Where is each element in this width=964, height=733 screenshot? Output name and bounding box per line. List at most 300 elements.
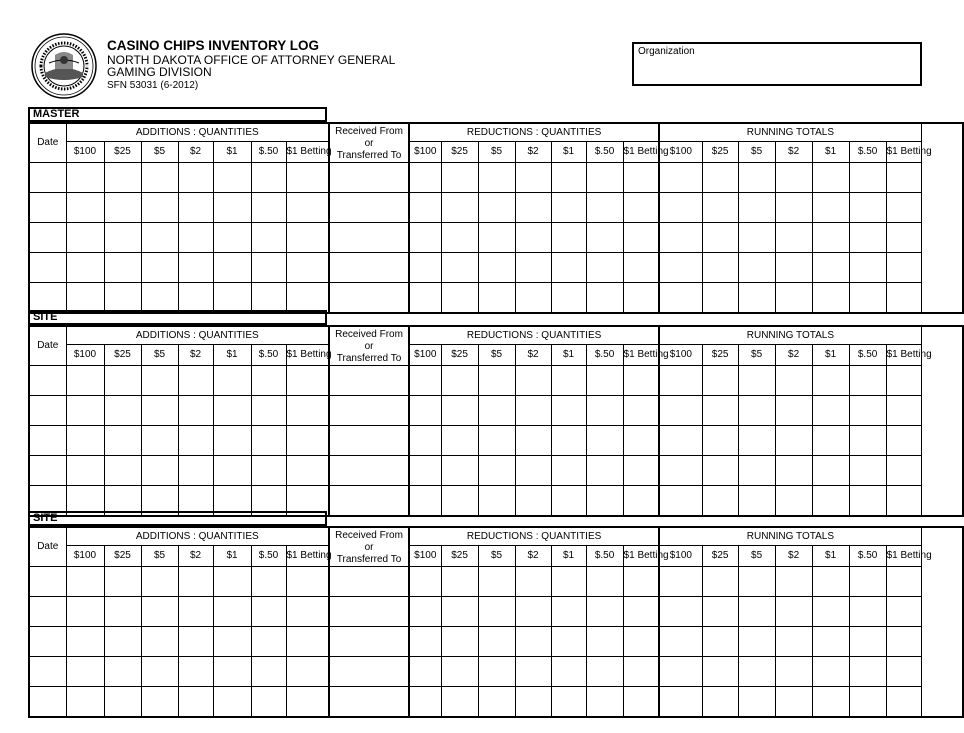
running-total-cell[interactable] (702, 223, 738, 253)
running-total-cell[interactable] (659, 657, 702, 687)
reductions-cell[interactable] (441, 283, 478, 314)
reductions-cell[interactable] (441, 223, 478, 253)
additions-cell[interactable] (213, 283, 251, 314)
reductions-cell[interactable] (409, 283, 441, 314)
reductions-cell[interactable] (551, 456, 586, 486)
received-transferred-cell[interactable] (329, 426, 409, 456)
reductions-cell[interactable] (441, 597, 478, 627)
additions-cell[interactable] (213, 163, 251, 193)
received-transferred-cell[interactable] (329, 486, 409, 517)
running-total-cell[interactable] (702, 396, 738, 426)
running-total-cell[interactable] (738, 396, 775, 426)
reductions-cell[interactable] (441, 396, 478, 426)
reductions-cell[interactable] (551, 426, 586, 456)
reductions-cell[interactable] (409, 597, 441, 627)
additions-cell[interactable] (286, 687, 329, 718)
additions-cell[interactable] (104, 687, 141, 718)
running-total-cell[interactable] (659, 426, 702, 456)
running-total-cell[interactable] (849, 396, 886, 426)
received-transferred-cell[interactable] (329, 163, 409, 193)
reductions-cell[interactable] (515, 687, 551, 718)
reductions-cell[interactable] (623, 366, 659, 396)
running-total-cell[interactable] (702, 283, 738, 314)
date-cell[interactable] (29, 193, 66, 223)
running-total-cell[interactable] (738, 657, 775, 687)
running-total-cell[interactable] (886, 456, 921, 486)
additions-cell[interactable] (104, 567, 141, 597)
additions-cell[interactable] (141, 163, 178, 193)
date-cell[interactable] (29, 396, 66, 426)
reductions-cell[interactable] (623, 283, 659, 314)
running-total-cell[interactable] (775, 163, 812, 193)
running-total-cell[interactable] (738, 426, 775, 456)
additions-cell[interactable] (251, 597, 286, 627)
running-total-cell[interactable] (738, 687, 775, 718)
running-total-cell[interactable] (775, 486, 812, 517)
running-total-cell[interactable] (886, 567, 921, 597)
reductions-cell[interactable] (441, 567, 478, 597)
reductions-cell[interactable] (478, 283, 515, 314)
reductions-cell[interactable] (551, 687, 586, 718)
running-total-cell[interactable] (886, 283, 921, 314)
running-total-cell[interactable] (702, 567, 738, 597)
running-total-cell[interactable] (702, 657, 738, 687)
running-total-cell[interactable] (849, 687, 886, 718)
additions-cell[interactable] (251, 193, 286, 223)
reductions-cell[interactable] (586, 657, 623, 687)
reductions-cell[interactable] (586, 687, 623, 718)
running-total-cell[interactable] (886, 223, 921, 253)
running-total-cell[interactable] (659, 253, 702, 283)
running-total-cell[interactable] (849, 366, 886, 396)
additions-cell[interactable] (178, 426, 213, 456)
reductions-cell[interactable] (551, 486, 586, 517)
received-transferred-cell[interactable] (329, 366, 409, 396)
reductions-cell[interactable] (478, 456, 515, 486)
additions-cell[interactable] (141, 366, 178, 396)
running-total-cell[interactable] (659, 163, 702, 193)
reductions-cell[interactable] (409, 396, 441, 426)
reductions-cell[interactable] (441, 627, 478, 657)
additions-cell[interactable] (213, 597, 251, 627)
reductions-cell[interactable] (623, 657, 659, 687)
running-total-cell[interactable] (659, 396, 702, 426)
reductions-cell[interactable] (478, 486, 515, 517)
reductions-cell[interactable] (623, 456, 659, 486)
additions-cell[interactable] (66, 687, 104, 718)
reductions-cell[interactable] (551, 253, 586, 283)
reductions-cell[interactable] (478, 567, 515, 597)
running-total-cell[interactable] (812, 456, 849, 486)
reductions-cell[interactable] (623, 627, 659, 657)
reductions-cell[interactable] (586, 193, 623, 223)
reductions-cell[interactable] (409, 486, 441, 517)
reductions-cell[interactable] (441, 687, 478, 718)
date-cell[interactable] (29, 366, 66, 396)
additions-cell[interactable] (286, 396, 329, 426)
additions-cell[interactable] (178, 627, 213, 657)
running-total-cell[interactable] (775, 426, 812, 456)
reductions-cell[interactable] (551, 627, 586, 657)
additions-cell[interactable] (178, 396, 213, 426)
reductions-cell[interactable] (441, 657, 478, 687)
additions-cell[interactable] (251, 396, 286, 426)
running-total-cell[interactable] (738, 567, 775, 597)
running-total-cell[interactable] (886, 486, 921, 517)
additions-cell[interactable] (178, 253, 213, 283)
additions-cell[interactable] (178, 163, 213, 193)
additions-cell[interactable] (286, 597, 329, 627)
received-transferred-cell[interactable] (329, 456, 409, 486)
reductions-cell[interactable] (409, 163, 441, 193)
date-cell[interactable] (29, 283, 66, 314)
reductions-cell[interactable] (586, 627, 623, 657)
running-total-cell[interactable] (702, 597, 738, 627)
additions-cell[interactable] (104, 456, 141, 486)
additions-cell[interactable] (141, 426, 178, 456)
additions-cell[interactable] (104, 657, 141, 687)
additions-cell[interactable] (178, 283, 213, 314)
additions-cell[interactable] (251, 223, 286, 253)
additions-cell[interactable] (251, 657, 286, 687)
reductions-cell[interactable] (441, 163, 478, 193)
reductions-cell[interactable] (623, 223, 659, 253)
running-total-cell[interactable] (738, 253, 775, 283)
running-total-cell[interactable] (849, 163, 886, 193)
running-total-cell[interactable] (849, 253, 886, 283)
reductions-cell[interactable] (515, 627, 551, 657)
running-total-cell[interactable] (886, 193, 921, 223)
additions-cell[interactable] (141, 456, 178, 486)
reductions-cell[interactable] (478, 597, 515, 627)
received-transferred-cell[interactable] (329, 253, 409, 283)
additions-cell[interactable] (178, 687, 213, 718)
additions-cell[interactable] (213, 396, 251, 426)
additions-cell[interactable] (251, 163, 286, 193)
reductions-cell[interactable] (515, 193, 551, 223)
running-total-cell[interactable] (775, 223, 812, 253)
additions-cell[interactable] (141, 223, 178, 253)
running-total-cell[interactable] (849, 223, 886, 253)
running-total-cell[interactable] (738, 163, 775, 193)
additions-cell[interactable] (141, 627, 178, 657)
received-transferred-cell[interactable] (329, 627, 409, 657)
received-transferred-cell[interactable] (329, 687, 409, 718)
additions-cell[interactable] (251, 253, 286, 283)
running-total-cell[interactable] (659, 366, 702, 396)
reductions-cell[interactable] (586, 567, 623, 597)
reductions-cell[interactable] (478, 426, 515, 456)
reductions-cell[interactable] (623, 687, 659, 718)
running-total-cell[interactable] (702, 456, 738, 486)
reductions-cell[interactable] (515, 366, 551, 396)
running-total-cell[interactable] (738, 283, 775, 314)
reductions-cell[interactable] (478, 396, 515, 426)
additions-cell[interactable] (104, 597, 141, 627)
reductions-cell[interactable] (441, 426, 478, 456)
running-total-cell[interactable] (659, 687, 702, 718)
reductions-cell[interactable] (586, 366, 623, 396)
additions-cell[interactable] (66, 253, 104, 283)
additions-cell[interactable] (251, 366, 286, 396)
additions-cell[interactable] (213, 223, 251, 253)
running-total-cell[interactable] (812, 396, 849, 426)
running-total-cell[interactable] (702, 366, 738, 396)
reductions-cell[interactable] (623, 396, 659, 426)
date-cell[interactable] (29, 426, 66, 456)
running-total-cell[interactable] (775, 396, 812, 426)
running-total-cell[interactable] (812, 627, 849, 657)
reductions-cell[interactable] (623, 597, 659, 627)
running-total-cell[interactable] (775, 627, 812, 657)
running-total-cell[interactable] (702, 253, 738, 283)
additions-cell[interactable] (141, 253, 178, 283)
additions-cell[interactable] (66, 426, 104, 456)
date-cell[interactable] (29, 223, 66, 253)
running-total-cell[interactable] (812, 223, 849, 253)
additions-cell[interactable] (213, 366, 251, 396)
additions-cell[interactable] (178, 366, 213, 396)
running-total-cell[interactable] (659, 456, 702, 486)
additions-cell[interactable] (213, 657, 251, 687)
additions-cell[interactable] (251, 456, 286, 486)
running-total-cell[interactable] (775, 687, 812, 718)
additions-cell[interactable] (178, 597, 213, 627)
additions-cell[interactable] (286, 426, 329, 456)
additions-cell[interactable] (104, 223, 141, 253)
reductions-cell[interactable] (551, 567, 586, 597)
received-transferred-cell[interactable] (329, 567, 409, 597)
reductions-cell[interactable] (478, 253, 515, 283)
reductions-cell[interactable] (409, 193, 441, 223)
additions-cell[interactable] (251, 426, 286, 456)
additions-cell[interactable] (141, 283, 178, 314)
additions-cell[interactable] (178, 223, 213, 253)
running-total-cell[interactable] (812, 486, 849, 517)
running-total-cell[interactable] (775, 283, 812, 314)
additions-cell[interactable] (66, 396, 104, 426)
reductions-cell[interactable] (586, 223, 623, 253)
running-total-cell[interactable] (886, 597, 921, 627)
running-total-cell[interactable] (886, 627, 921, 657)
additions-cell[interactable] (251, 687, 286, 718)
reductions-cell[interactable] (478, 193, 515, 223)
additions-cell[interactable] (141, 597, 178, 627)
reductions-cell[interactable] (409, 687, 441, 718)
additions-cell[interactable] (286, 366, 329, 396)
additions-cell[interactable] (286, 223, 329, 253)
running-total-cell[interactable] (738, 456, 775, 486)
received-transferred-cell[interactable] (329, 597, 409, 627)
received-transferred-cell[interactable] (329, 283, 409, 314)
additions-cell[interactable] (104, 253, 141, 283)
reductions-cell[interactable] (623, 193, 659, 223)
date-cell[interactable] (29, 567, 66, 597)
additions-cell[interactable] (213, 456, 251, 486)
running-total-cell[interactable] (812, 657, 849, 687)
date-cell[interactable] (29, 456, 66, 486)
running-total-cell[interactable] (886, 657, 921, 687)
reductions-cell[interactable] (551, 396, 586, 426)
received-transferred-cell[interactable] (329, 223, 409, 253)
additions-cell[interactable] (104, 396, 141, 426)
additions-cell[interactable] (66, 193, 104, 223)
reductions-cell[interactable] (586, 163, 623, 193)
received-transferred-cell[interactable] (329, 657, 409, 687)
reductions-cell[interactable] (478, 223, 515, 253)
additions-cell[interactable] (66, 456, 104, 486)
additions-cell[interactable] (286, 657, 329, 687)
running-total-cell[interactable] (812, 426, 849, 456)
reductions-cell[interactable] (586, 426, 623, 456)
additions-cell[interactable] (141, 687, 178, 718)
running-total-cell[interactable] (886, 366, 921, 396)
running-total-cell[interactable] (812, 687, 849, 718)
running-total-cell[interactable] (886, 426, 921, 456)
running-total-cell[interactable] (775, 657, 812, 687)
reductions-cell[interactable] (551, 366, 586, 396)
additions-cell[interactable] (66, 657, 104, 687)
reductions-cell[interactable] (586, 253, 623, 283)
running-total-cell[interactable] (659, 283, 702, 314)
running-total-cell[interactable] (886, 687, 921, 718)
running-total-cell[interactable] (849, 456, 886, 486)
reductions-cell[interactable] (478, 627, 515, 657)
additions-cell[interactable] (286, 627, 329, 657)
running-total-cell[interactable] (659, 223, 702, 253)
reductions-cell[interactable] (623, 253, 659, 283)
additions-cell[interactable] (104, 193, 141, 223)
reductions-cell[interactable] (586, 486, 623, 517)
reductions-cell[interactable] (515, 567, 551, 597)
reductions-cell[interactable] (441, 366, 478, 396)
running-total-cell[interactable] (849, 283, 886, 314)
additions-cell[interactable] (104, 163, 141, 193)
running-total-cell[interactable] (849, 597, 886, 627)
additions-cell[interactable] (286, 163, 329, 193)
running-total-cell[interactable] (702, 687, 738, 718)
reductions-cell[interactable] (515, 163, 551, 193)
organization-field[interactable] (632, 42, 922, 86)
additions-cell[interactable] (104, 366, 141, 396)
additions-cell[interactable] (66, 283, 104, 314)
reductions-cell[interactable] (409, 366, 441, 396)
additions-cell[interactable] (104, 627, 141, 657)
running-total-cell[interactable] (886, 396, 921, 426)
running-total-cell[interactable] (659, 627, 702, 657)
reductions-cell[interactable] (478, 657, 515, 687)
additions-cell[interactable] (178, 567, 213, 597)
running-total-cell[interactable] (738, 597, 775, 627)
reductions-cell[interactable] (623, 163, 659, 193)
running-total-cell[interactable] (775, 567, 812, 597)
additions-cell[interactable] (213, 627, 251, 657)
running-total-cell[interactable] (849, 567, 886, 597)
additions-cell[interactable] (141, 193, 178, 223)
running-total-cell[interactable] (849, 627, 886, 657)
additions-cell[interactable] (141, 567, 178, 597)
running-total-cell[interactable] (738, 627, 775, 657)
reductions-cell[interactable] (515, 426, 551, 456)
running-total-cell[interactable] (702, 193, 738, 223)
additions-cell[interactable] (286, 456, 329, 486)
reductions-cell[interactable] (551, 223, 586, 253)
date-cell[interactable] (29, 597, 66, 627)
additions-cell[interactable] (286, 193, 329, 223)
additions-cell[interactable] (286, 283, 329, 314)
additions-cell[interactable] (213, 426, 251, 456)
reductions-cell[interactable] (586, 456, 623, 486)
reductions-cell[interactable] (586, 396, 623, 426)
additions-cell[interactable] (66, 366, 104, 396)
reductions-cell[interactable] (409, 657, 441, 687)
reductions-cell[interactable] (409, 456, 441, 486)
additions-cell[interactable] (66, 597, 104, 627)
reductions-cell[interactable] (409, 567, 441, 597)
reductions-cell[interactable] (478, 163, 515, 193)
date-cell[interactable] (29, 657, 66, 687)
running-total-cell[interactable] (849, 426, 886, 456)
received-transferred-cell[interactable] (329, 193, 409, 223)
running-total-cell[interactable] (812, 163, 849, 193)
reductions-cell[interactable] (551, 283, 586, 314)
running-total-cell[interactable] (812, 193, 849, 223)
reductions-cell[interactable] (551, 597, 586, 627)
running-total-cell[interactable] (849, 657, 886, 687)
reductions-cell[interactable] (586, 283, 623, 314)
reductions-cell[interactable] (515, 283, 551, 314)
additions-cell[interactable] (213, 567, 251, 597)
date-cell[interactable] (29, 163, 66, 193)
running-total-cell[interactable] (886, 163, 921, 193)
reductions-cell[interactable] (441, 456, 478, 486)
running-total-cell[interactable] (812, 597, 849, 627)
running-total-cell[interactable] (849, 486, 886, 517)
running-total-cell[interactable] (812, 366, 849, 396)
running-total-cell[interactable] (702, 627, 738, 657)
additions-cell[interactable] (178, 456, 213, 486)
date-cell[interactable] (29, 687, 66, 718)
reductions-cell[interactable] (478, 687, 515, 718)
reductions-cell[interactable] (409, 627, 441, 657)
reductions-cell[interactable] (409, 426, 441, 456)
date-cell[interactable] (29, 627, 66, 657)
reductions-cell[interactable] (515, 657, 551, 687)
reductions-cell[interactable] (623, 567, 659, 597)
additions-cell[interactable] (66, 627, 104, 657)
reductions-cell[interactable] (515, 486, 551, 517)
reductions-cell[interactable] (515, 597, 551, 627)
date-cell[interactable] (29, 253, 66, 283)
running-total-cell[interactable] (702, 163, 738, 193)
reductions-cell[interactable] (551, 193, 586, 223)
additions-cell[interactable] (66, 223, 104, 253)
reductions-cell[interactable] (623, 486, 659, 517)
running-total-cell[interactable] (812, 253, 849, 283)
reductions-cell[interactable] (515, 456, 551, 486)
reductions-cell[interactable] (441, 486, 478, 517)
reductions-cell[interactable] (515, 396, 551, 426)
additions-cell[interactable] (178, 193, 213, 223)
running-total-cell[interactable] (659, 193, 702, 223)
reductions-cell[interactable] (623, 426, 659, 456)
running-total-cell[interactable] (849, 193, 886, 223)
additions-cell[interactable] (66, 567, 104, 597)
additions-cell[interactable] (104, 426, 141, 456)
reductions-cell[interactable] (551, 657, 586, 687)
additions-cell[interactable] (286, 567, 329, 597)
reductions-cell[interactable] (441, 253, 478, 283)
